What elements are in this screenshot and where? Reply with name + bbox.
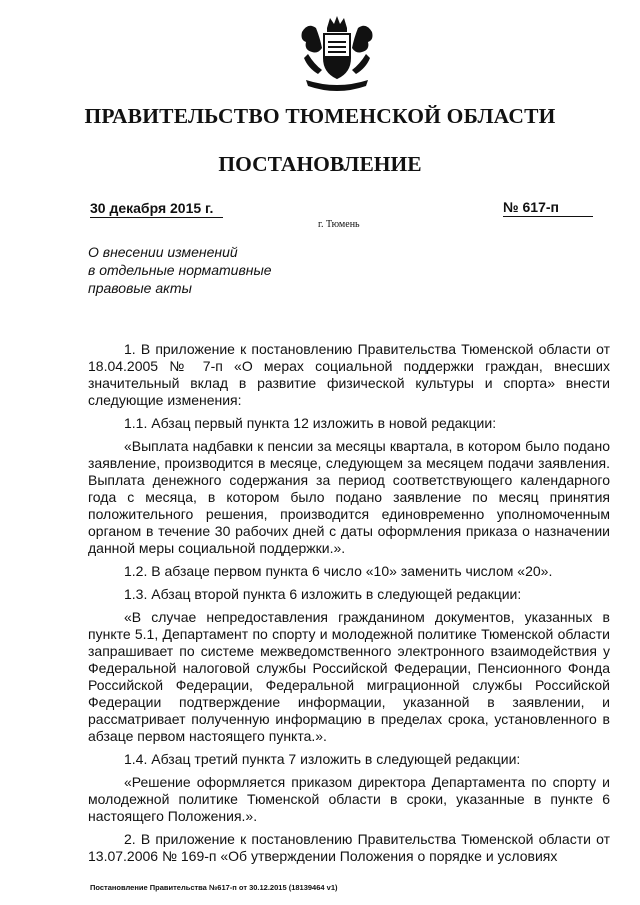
body-paragraph: 1.1. Абзац первый пункта 12 изложить в новой редакции: xyxy=(124,415,497,431)
body-paragraph: 1. В приложение к постановлению Правительства Тюменской области от 18.04.2005 № 7-п «О мерах социальной поддержки граждан, внесших значительный вклад в развитие физической культуры и спорта» внести следующие изменения: xyxy=(88,341,610,408)
subject-line: в отдельные нормативные xyxy=(88,262,272,278)
document-city: г. Тюмень xyxy=(318,219,360,230)
page-footer: Постановление Правительства №617-п от 30.12.2015 (18139464 v1) xyxy=(90,883,338,892)
coat-of-arms-emblem xyxy=(294,14,380,96)
body-paragraph: «В случае непредоставления гражданином документов, указанных в пункте 5.1, Департамент по спорту и молодежной политике Тюменской области запрашивает по системе межведомственного электронного взаимодействия у Федеральной налоговой службы Российской Федерации, Пенсионного Фонда Российской Федерации, Федеральной миграционной службы Российской Федерации подтверждение информации, указанной в заявлении, и рассматривает полученную информацию в пределах срока, установленного в абзаце первом настоящего пункта.». xyxy=(88,609,610,744)
document-subject xyxy=(88,243,272,297)
body-paragraph: «Выплата надбавки к пенсии за месяцы квартала, в котором было подано заявление, производится в месяце, следующем за месяцем подачи заявления. Выплата денежного содержания за период соответствующего календарного года с месяца, в котором было подано заявление по месяц принятия положительного решения, производится единовременно уполномоченным органом в течение 30 рабочих дней с даты оформления приказа о назначении данной меры социальной поддержки.». xyxy=(88,438,610,556)
document-number: № 617-п xyxy=(503,199,593,217)
body-paragraph: 2. В приложение к постановлению Правительства Тюменской области от 13.07.2006 № 169-п «Об утверждении Положения о порядке и условиях xyxy=(88,831,610,864)
document-date: 30 декабря 2015 г. xyxy=(90,200,223,218)
subject-line: О внесении изменений xyxy=(88,244,238,260)
organization-title: ПРАВИТЕЛЬСТВО ТЮМЕНСКОЙ ОБЛАСТИ xyxy=(84,104,556,128)
document-type-heading: ПОСТАНОВЛЕНИЕ xyxy=(218,152,422,176)
body-paragraph: 1.3. Абзац второй пункта 6 изложить в следующей редакции: xyxy=(124,586,522,602)
body-paragraph: 1.2. В абзаце первом пункта 6 число «10» заменить числом «20». xyxy=(124,563,553,579)
body-paragraph: «Решение оформляется приказом директора Департамента по спорту и молодежной политике Тюменской области в сроки, указанные в пункте 6 настоящего Положения.». xyxy=(88,774,610,824)
body-paragraph: 1.4. Абзац третий пункта 7 изложить в следующей редакции: xyxy=(124,751,521,767)
subject-line: правовые акты xyxy=(88,280,192,296)
document-body xyxy=(88,341,610,871)
